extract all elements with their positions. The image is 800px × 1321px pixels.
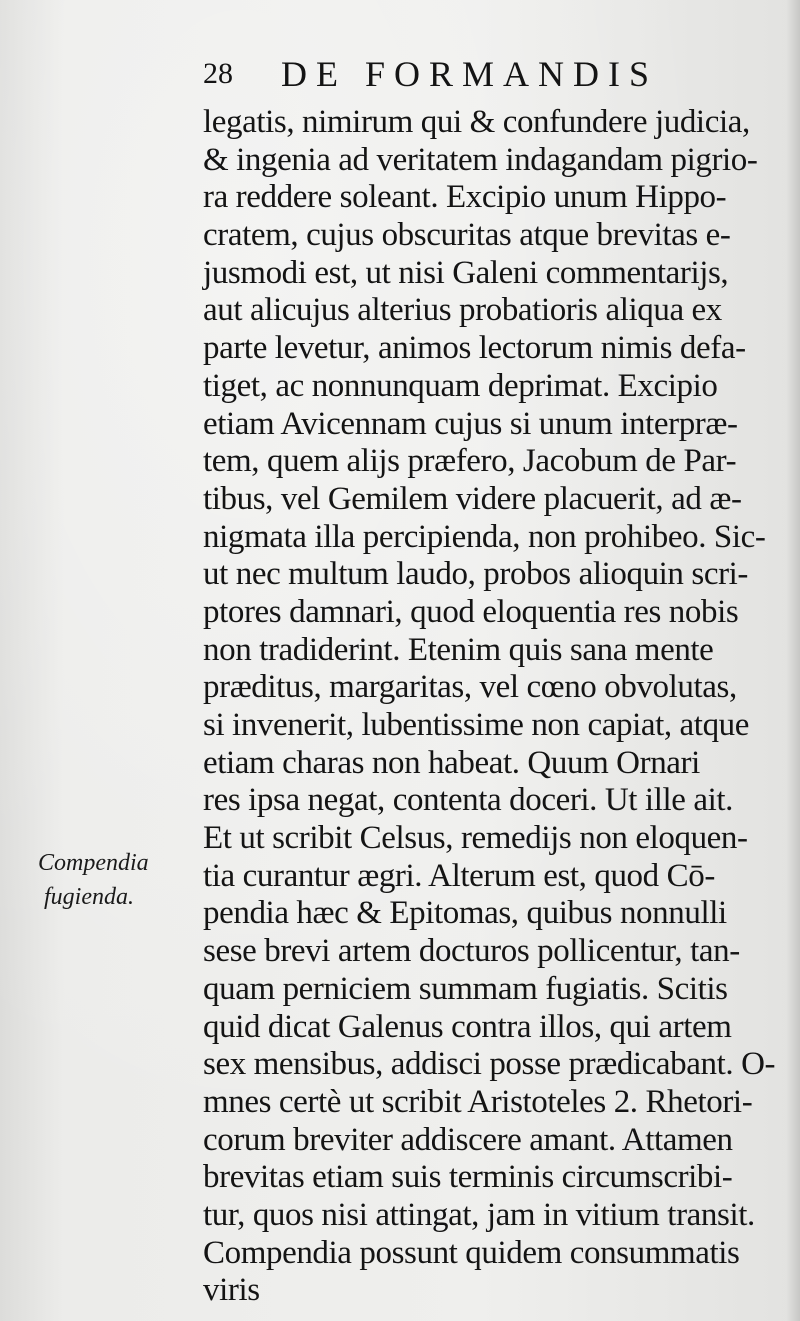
text-line: ra reddere soleant. Excipio unum Hippo- bbox=[203, 179, 727, 216]
marginal-note-line: fugienda. bbox=[44, 884, 134, 910]
text-line: cratem, cujus obscuritas atque brevitas e- bbox=[203, 217, 731, 254]
marginal-note-line: Compendia bbox=[38, 850, 149, 876]
text-line: quid dicat Galenus contra illos, qui artem bbox=[203, 1008, 732, 1045]
text-line: Et ut scribit Celsus, remedijs non eloquen- bbox=[203, 820, 748, 857]
marginal-note bbox=[38, 846, 203, 914]
text-line: etiam charas non habeat. Quum Ornari bbox=[203, 744, 700, 781]
text-line: tem, quem alijs præfero, Jacobum de Par- bbox=[203, 443, 737, 480]
text-line: si invenerit, lubentissime non capiat, atque bbox=[203, 707, 750, 743]
text-line: sex mensibus, addisci posse prædicabant. O- bbox=[203, 1046, 776, 1083]
text-line: sese brevi artem docturos pollicentur, tan- bbox=[203, 933, 740, 970]
text-line: mnes certè ut scribit Aristoteles 2. Rhetori- bbox=[203, 1083, 753, 1120]
text-line: etiam Avicennam cujus si unum interpræ- bbox=[203, 405, 738, 442]
text-line: brevitas etiam suis terminis circumscribi- bbox=[203, 1159, 733, 1196]
running-head bbox=[203, 50, 763, 98]
text-line: jusmodi est, ut nisi Galeni commentarijs, bbox=[203, 254, 729, 291]
text-line: legatis, nimirum qui & confundere judicia, bbox=[203, 104, 750, 140]
text-line: tur, quos nisi attingat, jam in vitium transit. bbox=[203, 1196, 755, 1233]
text-line: ut nec multum laudo, probos alioquin scri- bbox=[203, 556, 749, 593]
text-line: tiget, ac nonnunquam deprimat. Excipio bbox=[203, 367, 718, 404]
body-text bbox=[203, 104, 800, 1310]
header-title: DE FORMANDIS bbox=[281, 54, 659, 94]
text-line: quam perniciem summam fugiatis. Scitis bbox=[203, 970, 728, 1007]
text-line: ptores damnari, quod eloquentia res nobis bbox=[203, 593, 739, 630]
text-line: nigmata illa percipienda, non prohibeo. Sic- bbox=[203, 518, 766, 555]
text-line: parte levetur, animos lectorum nimis defa- bbox=[203, 330, 746, 367]
text-line: viris bbox=[203, 1272, 260, 1309]
text-line: corum breviter addiscere amant. Attamen bbox=[203, 1121, 733, 1158]
text-line: & ingenia ad veritatem indagandam pigrio- bbox=[203, 141, 758, 178]
text-line: tibus, vel Gemilem videre placuerit, ad æ- bbox=[203, 480, 742, 517]
page-number: 28 bbox=[203, 57, 233, 90]
text-line: aut alicujus alterius probatioris aliqua ex bbox=[203, 292, 722, 329]
text-line: Compendia possunt quidem consummatis bbox=[203, 1234, 740, 1271]
text-line: præditus, margaritas, vel cœno obvolutas, bbox=[203, 669, 737, 706]
text-line: pendia hæc & Epitomas, quibus nonnulli bbox=[203, 895, 727, 932]
text-line: non tradiderint. Etenim quis sana mente bbox=[203, 631, 714, 668]
text-line: tia curantur ægri. Alterum est, quod Cō- bbox=[203, 857, 715, 894]
text-line: res ipsa negat, contenta doceri. Ut ille ait. bbox=[203, 782, 733, 819]
page-edge-shadow bbox=[786, 0, 800, 1321]
